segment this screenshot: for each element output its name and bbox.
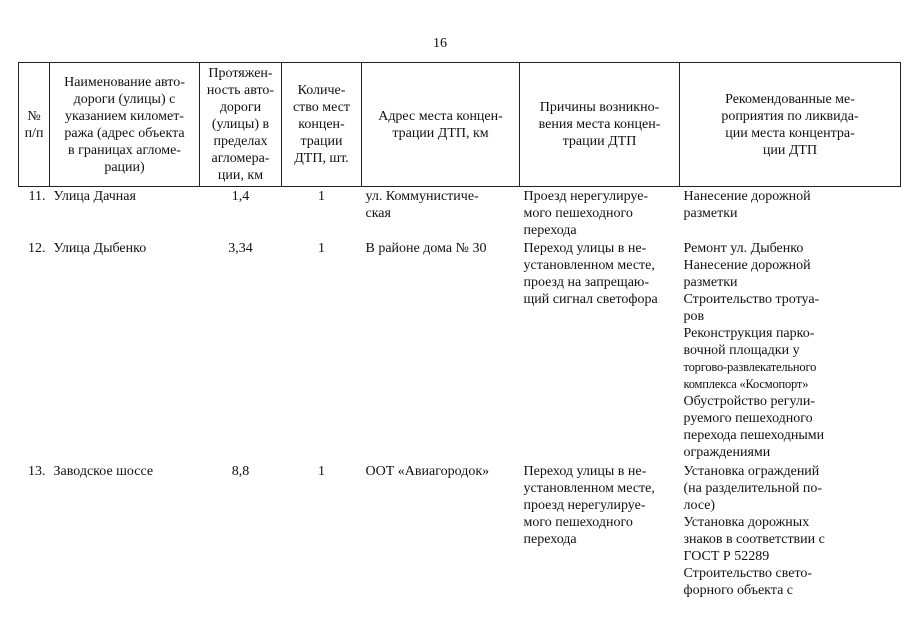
- measures-cell: Установка ограждений (на разделительной по- лосе) Установка дорожных знаков в соответствии с ГОСТ Р 52289 Строительство свето- форного объекта с: [683, 464, 825, 598]
- road-name-cell: Улица Дыбенко: [53, 241, 147, 256]
- causes-cell: Переход улицы в не- установленном месте, проезд на запрещаю- щий сигнал светофора: [523, 241, 658, 307]
- page-number: 16: [433, 36, 447, 51]
- length-cell: 1,4: [231, 189, 250, 204]
- table-row: [19, 187, 901, 240]
- header-causes: Причины возникно- вения места концен- трации ДТП: [520, 63, 680, 187]
- address-cell: В районе дома № 30: [365, 241, 487, 256]
- header-num: № п/п: [19, 63, 50, 187]
- header-measures: Рекомендованные ме- роприятия по ликвида- ции места концентра- ции ДТП: [680, 63, 901, 187]
- road-name-cell: Улица Дачная: [53, 189, 136, 204]
- road-name-cell: Заводское шоссе: [53, 464, 154, 479]
- header-length: Протяжен- ность авто- дороги (улицы) в пределах агломера- ции, км: [200, 63, 282, 187]
- header-count: Количе- ство мест концен- трации ДТП, шт.: [282, 63, 362, 187]
- row-number: 11.: [28, 189, 46, 204]
- table-header-row: [19, 63, 901, 187]
- address-cell: ул. Коммунистиче- ская: [365, 189, 479, 221]
- address-cell: ООТ «Авиагородок»: [365, 464, 490, 479]
- header-road-name: Наименование авто- дороги (улицы) с указанием километ- ража (адрес объекта в границах агломе- рации): [50, 63, 200, 187]
- count-cell: 1: [318, 189, 325, 204]
- causes-cell: Переход улицы в не- установленном месте, проезд нерегулируе- мого пешеходного перехода: [523, 464, 655, 547]
- count-cell: 1: [318, 464, 325, 479]
- table-row: [19, 462, 901, 599]
- row-number: 13.: [28, 464, 46, 479]
- measures-cell: Нанесение дорожной разметки: [683, 189, 811, 221]
- length-cell: 8,8: [231, 464, 250, 479]
- header-address: Адрес места концен- трации ДТП, км: [362, 63, 520, 187]
- count-cell: 1: [318, 241, 325, 256]
- measures-cell: Ремонт ул. Дыбенко Нанесение дорожной разметки Строительство тротуа- ров Реконструкция парко- вочной площадки у торгово-развлекательного комплекса «Космопорт» Обустройство регули- руемого пешеходного перехода пешеходными ограждениями: [683, 241, 825, 460]
- length-cell: 3,34: [228, 241, 253, 256]
- accident-concentration-table: [18, 62, 901, 599]
- table-row: [19, 239, 901, 462]
- causes-cell: Проезд нерегулируе- мого пешеходного перехода: [523, 189, 649, 238]
- row-number: 12.: [28, 241, 46, 256]
